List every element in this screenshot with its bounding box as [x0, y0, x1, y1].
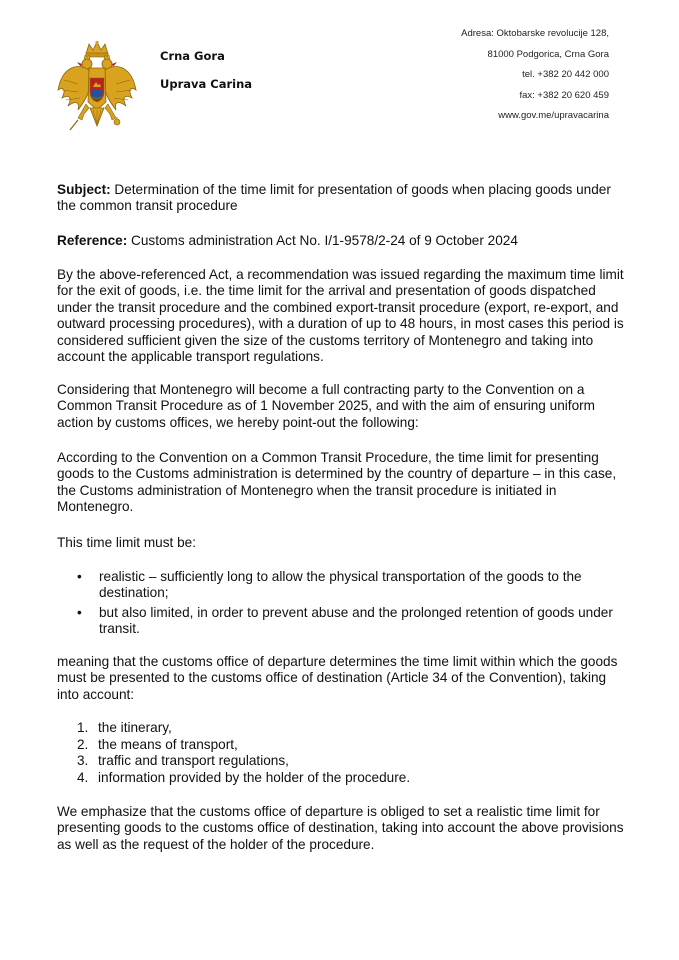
contact-address: Adresa: Oktobarske revolucije 128, — [461, 28, 609, 39]
organization-department: Uprava Carina — [160, 77, 253, 91]
contact-phone: tel. +382 20 442 000 — [522, 69, 609, 81]
contact-block — [461, 28, 609, 131]
reference-label: Reference: — [57, 233, 128, 248]
subject-line — [57, 182, 629, 215]
list-item — [57, 605, 629, 638]
bullet-icon: • — [77, 604, 82, 620]
list-item-text: information provided by the holder of the procedure. — [98, 769, 411, 785]
list-item — [57, 569, 629, 602]
reference-line — [57, 233, 629, 249]
list-item — [57, 737, 629, 754]
paragraph-1: By the above-referenced Act, a recommendation was issued regarding the maximum time limit for the exit of goods, i.e. the time limit for the arrival and presentation of goods dispatched under the transit procedure and the combined export-transit procedure (export, re-export, and outward processing procedures), with a duration of up to 48 hours, in most cases this period is considered sufficient given the size of the customs territory of Montenegro and taking into account the applicable transport regulations. — [57, 267, 624, 365]
list-item-text: traffic and transport regulations, — [98, 753, 289, 769]
list-number: 3. — [77, 753, 89, 769]
list-item-text: realistic – sufficiently long to allow the physical transportation of the goods to the destination; — [99, 569, 582, 601]
list-number: 2. — [77, 736, 89, 752]
montenegro-coat-of-arms-icon — [56, 40, 138, 132]
list-item-text: the itinerary, — [98, 720, 172, 735]
list-item — [57, 770, 629, 787]
contact-fax: fax: +382 20 620 459 — [519, 89, 609, 101]
list-item — [57, 753, 629, 770]
paragraph-5: meaning that the customs office of departure determines the time limit within which the goods must be presented to the customs office of destination (Article 34 of the Convention), taking into account: — [57, 654, 618, 702]
paragraph-4: This time limit must be: — [57, 535, 196, 550]
list-item — [57, 720, 629, 737]
requirements-list — [57, 569, 629, 641]
organization-name: Crna Gora — [160, 49, 225, 63]
list-number: 1. — [77, 720, 89, 735]
list-number: 4. — [77, 769, 89, 785]
paragraph-2: Considering that Montenegro will become a full contracting party to the Convention on a Common Transit Procedure as of 1 November 2025, and with the aim of ensuring uniform action by customs offices, we hereby point-out the following: — [57, 382, 595, 430]
subject-text: Determination of the time limit for presentation of goods when placing goods under the common transit procedure — [57, 182, 611, 214]
factors-list — [57, 720, 629, 786]
bullet-icon: • — [77, 569, 82, 584]
list-item-text: but also limited, in order to prevent abuse and the prolonged retention of goods under transit. — [99, 604, 613, 637]
contact-website: www.gov.me/upravacarina — [498, 110, 609, 122]
list-item-text: the means of transport, — [98, 736, 238, 752]
paragraph-3: According to the Convention on a Common Transit Procedure, the time limit for presenting goods to the Customs administration is determined by the country of departure – in this case, the Customs administration of Montenegro when the transit procedure is initiated in Montenegro. — [57, 450, 617, 515]
contact-city: 81000 Podgorica, Crna Gora — [487, 48, 609, 60]
paragraph-6: We emphasize that the customs office of departure is obliged to set a realistic time limit for presenting goods to the customs office of destination, taking into account the above provisions as well as the request of the holder of the procedure. — [57, 804, 624, 852]
reference-text: Customs administration Act No. I/1-9578/2-24 of 9 October 2024 — [127, 233, 518, 248]
subject-label: Subject: — [57, 182, 111, 197]
